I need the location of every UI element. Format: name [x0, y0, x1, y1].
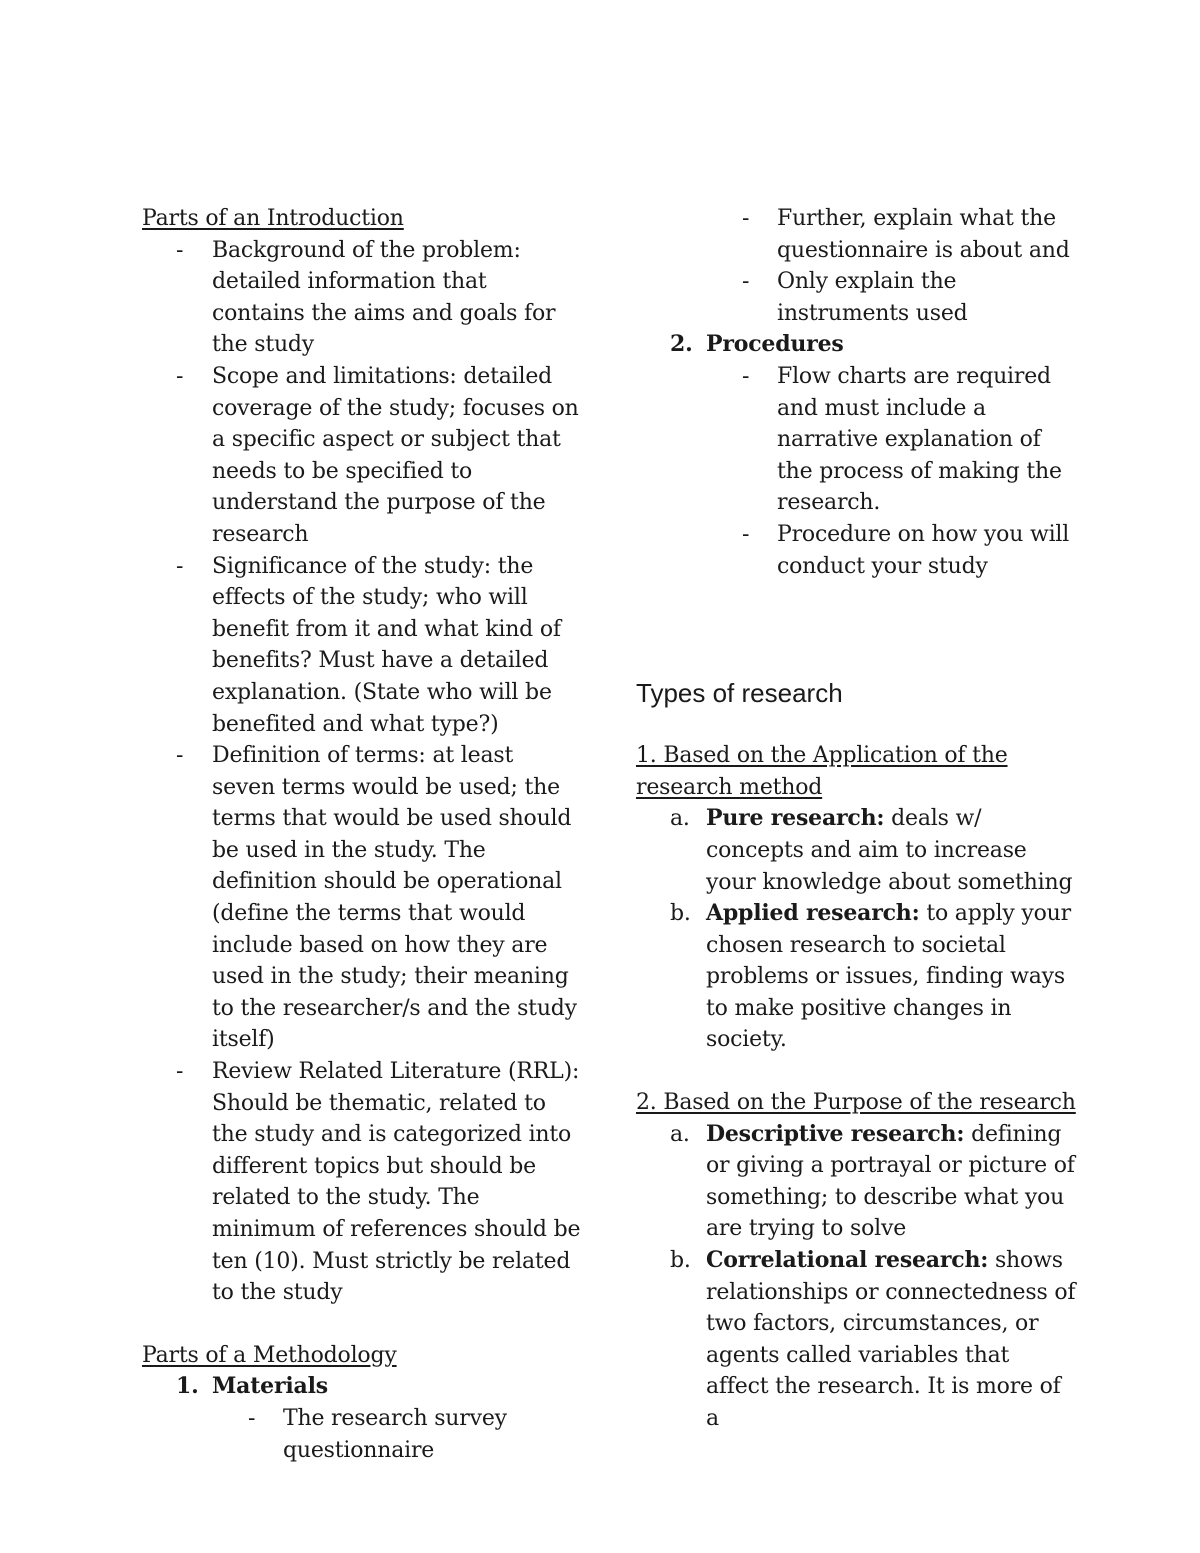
intro-item-significance [142, 551, 582, 741]
procedures-number: 2. [670, 331, 693, 358]
procedures-label: Procedures [706, 331, 844, 358]
item-term: Applied research: [706, 900, 920, 927]
materials-subitem [142, 1403, 582, 1466]
item-text: to apply your chosen research to societal problems or issues, finding ways to make positive changes in society. [706, 901, 1071, 1053]
application-item-pure [636, 803, 1076, 898]
dash-marker: - [176, 743, 184, 769]
intro-item-rrl [142, 1056, 582, 1309]
dash-marker: - [248, 1405, 256, 1431]
dash-marker: - [742, 521, 750, 547]
procedures-subitem [636, 361, 1076, 519]
item-letter: a. [670, 806, 690, 832]
item-letter: b. [670, 901, 691, 927]
intro-item-text: Review Related Literature (RRL): Should be thematic, related to the study and is categorized into different topics but should be related to the study. The minimum of references should be ten (10). Must strictly be related to the study [212, 1059, 581, 1306]
purpose-item-correlational [636, 1245, 1076, 1435]
item-letter: a. [670, 1121, 690, 1147]
materials-label: Materials [212, 1373, 328, 1400]
procedures-item [636, 329, 1076, 361]
dash-marker: - [742, 269, 750, 295]
procedures-subitem-text: Procedure on how you will conduct your study [777, 521, 1070, 579]
materials-number: 1. [176, 1373, 199, 1400]
dash-marker: - [176, 553, 184, 579]
intro-heading: Parts of an Introduction [142, 206, 404, 231]
item-term: Correlational research: [706, 1247, 989, 1274]
methodology-heading: Parts of a Methodology [142, 1342, 397, 1368]
materials-subitem [636, 266, 1076, 329]
dash-marker: - [176, 237, 184, 263]
purpose-heading: 2. Based on the Purpose of the research [636, 1090, 1076, 1116]
intro-item-text: Definition of terms: at least seven terms would be used; the terms that would be used should be used in the study. The definition should be operational (define the terms that would include based on how they are used in the study; their meaning to the researcher/s and the study itself) [212, 743, 577, 1053]
procedures-subitem-text: Flow charts are required and must include a narrative explanation of the process of making the research. [777, 363, 1062, 516]
dash-marker: - [176, 1059, 184, 1085]
materials-subitem [636, 203, 1076, 266]
dash-marker: - [742, 363, 750, 389]
application-item-applied [636, 898, 1076, 1056]
item-text: deals w/ concepts and aim to increase your knowledge about something [706, 806, 1073, 895]
materials-subitem-text: The research survey questionnaire [283, 1405, 507, 1463]
item-letter: b. [670, 1248, 691, 1274]
left-column [142, 203, 582, 1466]
intro-item-text: Significance of the study: the effects of the study; who will benefit from it and what kind of benefits? Must have a detailed explanation. (State who will be benefited and what type?) [212, 553, 561, 737]
item-term: Pure research: [706, 805, 885, 832]
types-of-research-title: Types of research [636, 678, 843, 709]
item-text: defining or giving a portrayal or picture of something; to describe what you are trying to solve [706, 1121, 1075, 1242]
intro-item-background [142, 235, 582, 361]
materials-item [142, 1371, 582, 1403]
intro-item-definition [142, 740, 582, 1056]
purpose-item-descriptive [636, 1119, 1076, 1245]
right-column [636, 203, 1076, 1435]
materials-subitem-text: Only explain the instruments used [777, 269, 968, 326]
item-text: shows relationships or connectedness of two factors, circumstances, or agents called variables that affect the research. It is more of a [706, 1248, 1076, 1431]
item-term: Descriptive research: [706, 1120, 965, 1147]
intro-item-text: Background of the problem: detailed information that contains the aims and goals for the study [212, 237, 556, 358]
application-heading: 1. Based on the Application of the research method [636, 743, 1008, 800]
dash-marker: - [742, 206, 750, 231]
materials-subitem-text: Further, explain what the questionnaire is about and [777, 206, 1070, 263]
intro-item-text: Scope and limitations: detailed coverage of the study; focuses on a specific aspect or subject that needs to be specified to understand the purpose of the research [212, 363, 579, 547]
dash-marker: - [176, 363, 184, 389]
procedures-subitem [636, 519, 1076, 582]
intro-item-scope [142, 361, 582, 551]
